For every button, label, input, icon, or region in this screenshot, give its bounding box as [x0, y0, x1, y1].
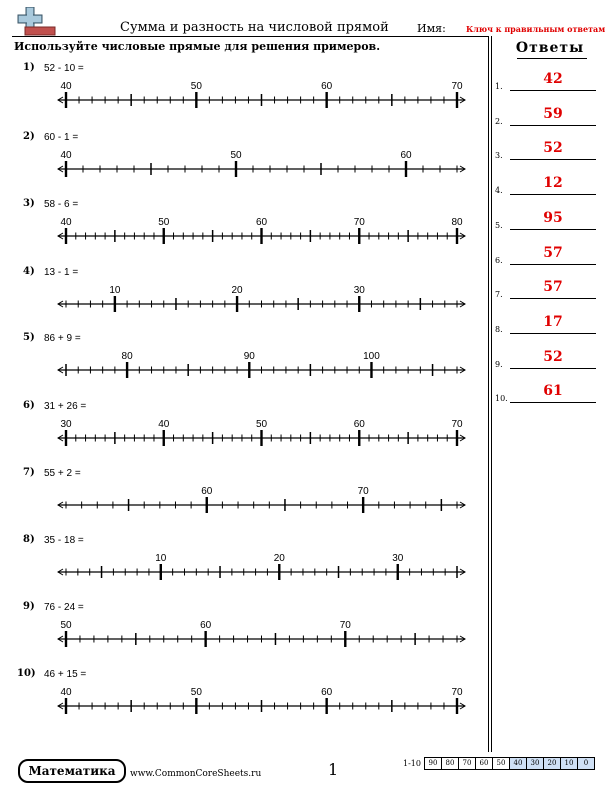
tick-label: 60	[201, 486, 213, 497]
tick-label: 40	[60, 81, 72, 92]
answer-number: 4.	[495, 186, 503, 196]
tick-label: 60	[353, 419, 365, 430]
score-cell: 60	[475, 757, 493, 770]
problem-expression: 35 - 18 =	[44, 535, 84, 546]
tick-label: 40	[158, 419, 170, 430]
answer-line	[510, 229, 596, 230]
score-cell: 70	[458, 757, 476, 770]
tick-label: 20	[231, 285, 243, 296]
answer-value: 57	[543, 244, 563, 261]
number-line	[45, 544, 475, 580]
number-line	[45, 678, 475, 714]
answer-number: 2.	[495, 116, 503, 126]
problem-expression: 76 - 24 =	[44, 602, 84, 613]
tick-label: 80	[451, 217, 463, 228]
problem-expression: 55 + 2 =	[44, 468, 81, 479]
problem-expression: 52 - 10 =	[44, 63, 84, 74]
answer-line	[510, 333, 596, 334]
problem-number: 8)	[23, 534, 35, 545]
score-cell: 0	[577, 757, 595, 770]
number-line	[45, 611, 475, 647]
number-line	[45, 141, 475, 177]
problem-number: 1)	[23, 62, 35, 73]
tick-label: 70	[339, 620, 351, 631]
page-number: 1	[328, 760, 339, 779]
answer-value: 61	[543, 383, 563, 400]
score-cell: 90	[424, 757, 442, 770]
problem-number: 5)	[23, 332, 35, 343]
tick-label: 50	[158, 217, 170, 228]
header-divider	[12, 36, 488, 37]
answer-line	[510, 125, 596, 126]
problem-number: 10)	[17, 668, 36, 679]
instructions: Используйте числовые прямые для решения примеров.	[14, 40, 381, 53]
score-cell: 80	[441, 757, 459, 770]
answer-key-label: Ключ к правильным ответам	[466, 24, 606, 34]
tick-label: 70	[451, 687, 463, 698]
problem-expression: 60 - 1 =	[44, 132, 79, 143]
problem-expression: 58 - 6 =	[44, 199, 79, 210]
answer-column-divider	[488, 36, 489, 752]
tick-label: 50	[255, 419, 268, 430]
tick-label: 10	[155, 553, 167, 564]
answer-value: 95	[543, 209, 563, 226]
score-cell: 20	[543, 757, 561, 770]
answer-line	[510, 90, 596, 91]
tick-label: 40	[60, 687, 72, 698]
answer-value: 42	[543, 71, 563, 87]
score-range-label: 1-10	[403, 759, 421, 768]
answer-line	[510, 298, 596, 299]
score-cell: 40	[509, 757, 527, 770]
number-line	[45, 208, 475, 244]
tick-label: 50	[190, 81, 202, 92]
answer-number: 9.	[495, 359, 503, 369]
tick-label: 90	[243, 351, 255, 362]
problem-number: 4)	[23, 266, 35, 277]
site-url: www.CommonCoreSheets.ru	[130, 769, 262, 779]
problem-number: 6)	[23, 400, 35, 411]
number-line	[45, 410, 475, 446]
tick-label: 70	[357, 486, 369, 497]
answers-title-underline	[517, 58, 587, 59]
tick-label: 70	[353, 217, 365, 228]
tick-label: 60	[255, 217, 268, 228]
answer-value: 57	[543, 279, 563, 296]
answer-value: 59	[543, 105, 563, 122]
brand-badge: Математика	[18, 759, 126, 783]
tick-label: 60	[200, 620, 212, 631]
tick-label: 40	[60, 150, 72, 161]
answer-value: 52	[543, 140, 563, 157]
score-cell: 50	[492, 757, 510, 770]
tick-label: 70	[451, 81, 463, 92]
answer-line	[510, 368, 596, 369]
plus-minus-logo-icon	[17, 7, 57, 37]
problem-expression: 13 - 1 =	[44, 267, 79, 278]
answer-line	[510, 194, 596, 195]
answer-column-divider-inner	[491, 36, 492, 752]
tick-label: 40	[60, 217, 72, 228]
number-line	[45, 72, 475, 108]
tick-label: 50	[230, 150, 242, 161]
problem-number: 2)	[23, 131, 35, 142]
tick-label: 30	[392, 553, 404, 564]
answer-number: 5.	[495, 220, 503, 230]
answer-number: 6.	[495, 255, 503, 265]
tick-label: 70	[451, 419, 463, 430]
answer-value: 52	[543, 348, 563, 365]
tick-label: 50	[190, 687, 202, 698]
answer-line	[510, 402, 596, 403]
tick-label: 80	[121, 351, 133, 362]
score-cell: 10	[560, 757, 578, 770]
tick-label: 60	[321, 81, 333, 92]
tick-label: 60	[400, 150, 412, 161]
answer-line	[510, 159, 596, 160]
answer-number: 10.	[495, 394, 508, 404]
number-line	[45, 276, 475, 312]
answer-value: 12	[543, 175, 563, 192]
answer-value: 17	[543, 313, 563, 330]
problem-number: 7)	[23, 467, 35, 478]
tick-label: 50	[60, 620, 72, 631]
problem-expression: 86 + 9 =	[44, 333, 81, 344]
answer-line	[510, 264, 596, 265]
answers-title: Ответы	[515, 40, 585, 56]
name-label: Имя:	[417, 22, 446, 35]
answer-number: 7.	[495, 290, 503, 300]
answer-number: 3.	[495, 151, 503, 161]
tick-label: 30	[60, 419, 72, 430]
score-cell: 30	[526, 757, 544, 770]
score-table	[425, 757, 595, 770]
problem-number: 3)	[23, 198, 35, 209]
problem-expression: 31 + 26 =	[44, 401, 87, 412]
number-line	[45, 342, 475, 378]
answer-number: 1.	[495, 82, 503, 91]
tick-label: 30	[353, 285, 365, 296]
tick-label: 60	[321, 687, 333, 698]
tick-label: 20	[273, 553, 285, 564]
number-line	[45, 477, 475, 513]
problem-expression: 46 + 15 =	[44, 669, 87, 680]
tick-label: 10	[109, 285, 121, 296]
tick-label: 100	[363, 351, 380, 362]
answer-number: 8.	[495, 324, 503, 334]
worksheet-title: Сумма и разность на числовой прямой	[120, 20, 389, 35]
problem-number: 9)	[23, 601, 35, 612]
